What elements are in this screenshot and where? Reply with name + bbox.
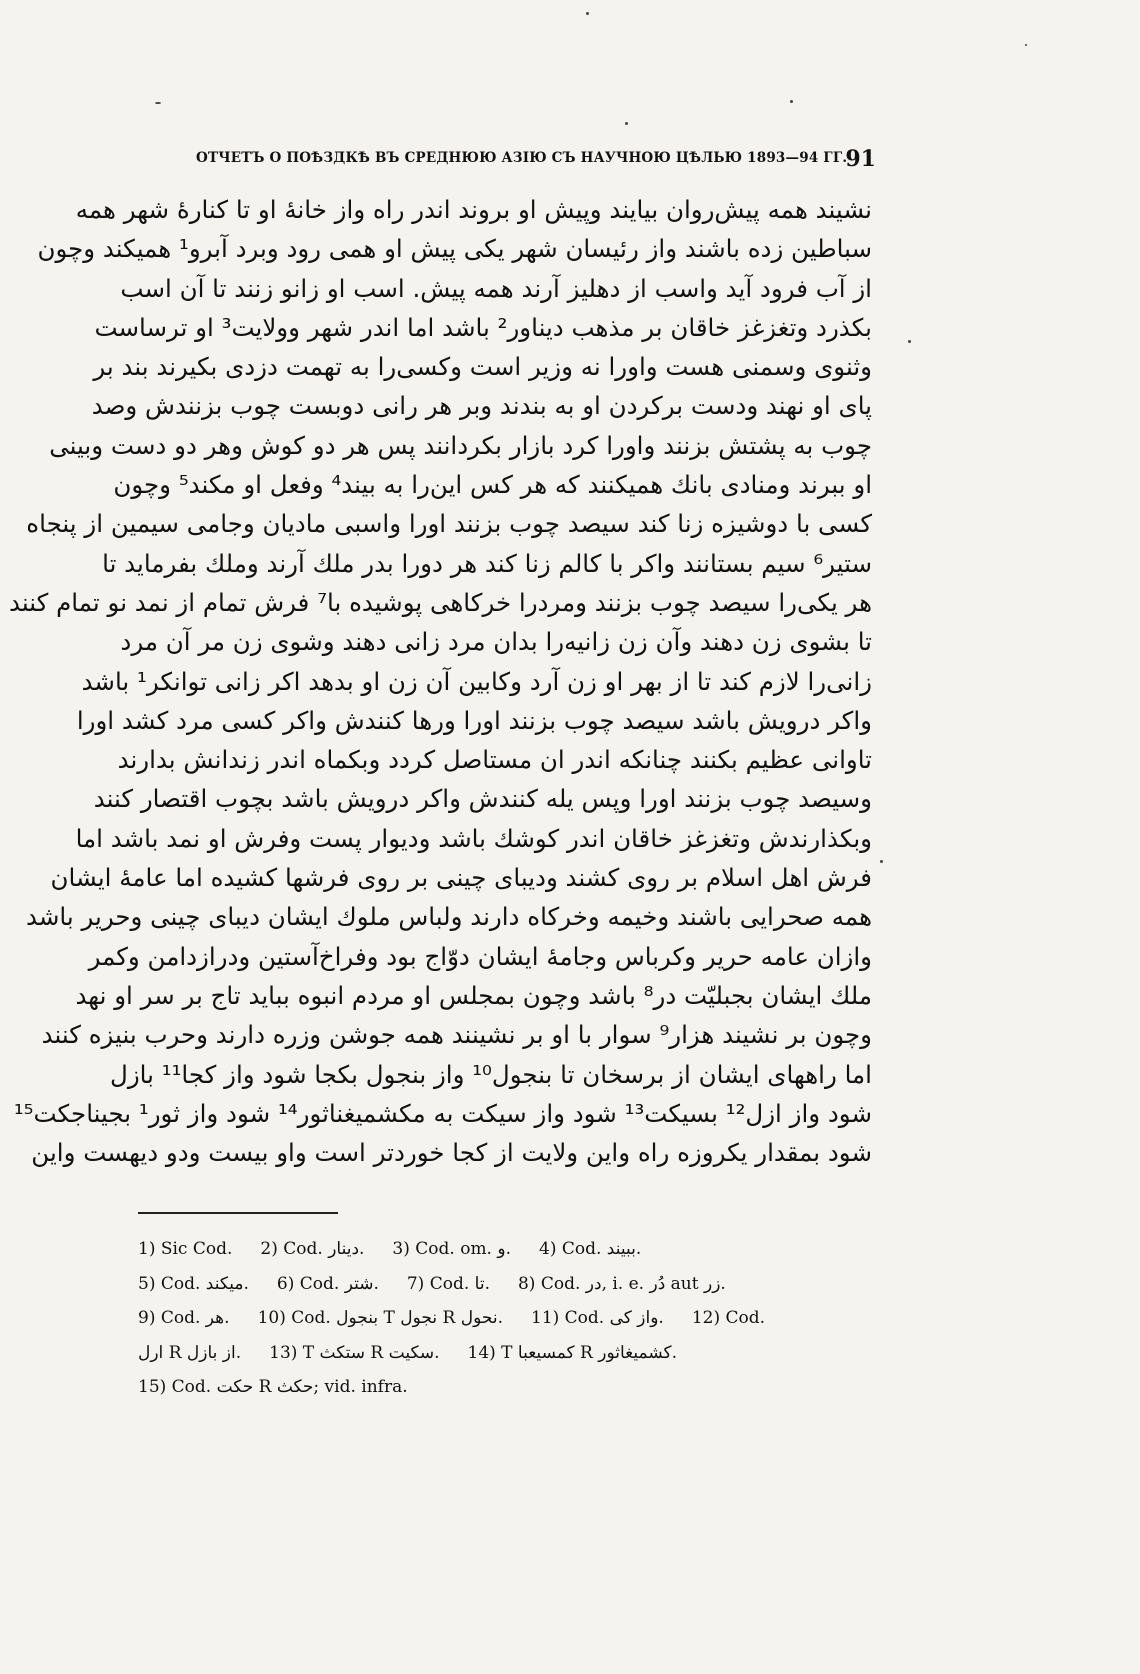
text-line: فرش اهل اسلام بر روی کشند ودیبای چینی بر روی فرشها کشیده اما عامهٔ ایشان bbox=[50, 863, 872, 893]
footnote: 10) Cod. بنجول T نجول R نحول. bbox=[257, 1308, 503, 1328]
footnote: 2) Cod. دینار. bbox=[260, 1239, 365, 1259]
text-line: شود واز ازل¹² بسیکت¹³ شود واز سیکت به مکشمیغناثور¹⁴ شود واز ثور¹ بجیناجکت¹⁵ bbox=[13, 1098, 872, 1128]
footnote: 11) Cod. واز کی. bbox=[531, 1308, 664, 1328]
scan-speck bbox=[155, 102, 161, 104]
scan-speck bbox=[790, 100, 793, 103]
text-line: وثنوی وسمنی هست واورا نه وزیر است وکسی‌را به تهمت دزدی بکیرند بند بر bbox=[93, 352, 872, 382]
text-line: پای او نهند ودست برکردن او به بندند وبر هر رانی دوبست چوب بزنندش وصد bbox=[91, 391, 872, 421]
footnote: 1) Sic Cod. bbox=[138, 1239, 233, 1259]
footnote-row bbox=[138, 1301, 878, 1336]
footnote: 6) Cod. شتر. bbox=[276, 1273, 379, 1294]
persian-body-text bbox=[9, 190, 872, 1172]
text-line: وچون بر نشیند هزار⁹ سوار با او بر نشینند همه جوشن وزره دارند وحرب بنیزه کنند bbox=[41, 1020, 872, 1050]
text-line: وسیصد چوب بزنند اورا وپس یله کنندش واکر درویش باشد بچوب اقتصار کنند bbox=[93, 784, 872, 814]
footnote: 9) Cod. هر. bbox=[138, 1308, 230, 1328]
footnote: 15) Cod. حکت R حکث; vid. infra. bbox=[138, 1377, 408, 1397]
page-number: 91 bbox=[845, 146, 876, 172]
scan-speck bbox=[880, 860, 883, 863]
footnote-divider bbox=[138, 1212, 338, 1214]
footnote-row bbox=[138, 1336, 878, 1371]
footnote-row bbox=[138, 1267, 878, 1302]
footnote-row bbox=[138, 1232, 878, 1267]
text-line: اما راههای ایشان از برسخان تا بنجول¹⁰ واز بنجول بکجا شود واز کجا¹¹ بازل bbox=[110, 1059, 872, 1089]
text-line: از آب فرود آید واسب از دهلیز آرند همه پیش. اسب او زانو زنند تا آن اسب bbox=[120, 273, 872, 303]
footnote: 3) Cod. om. و. bbox=[392, 1239, 511, 1259]
text-line: کسی با دوشیزه زنا کند سیصد چوب بزنند اورا واسبی مادیان وجامی سیمین از پنجاه bbox=[26, 509, 872, 539]
text-line: تا بشوی زن دهند وآن زن زانیه‌را بدان مرد زانی دهند وشوی زن مر آن مرد bbox=[120, 627, 872, 657]
scan-speck bbox=[625, 122, 628, 125]
footnote: ارل R از بازل. bbox=[138, 1342, 242, 1363]
text-line: تاوانی عظیم بکنند چنانکه اندر ان مستاصل کردد وبکماه اندر زندانش بدارند bbox=[117, 745, 872, 775]
text-line: هر یکی‌را سیصد چوب بزنند ومردرا خرکاهی پوشیده با⁷ فرش تمام از نمد نو تمام کنند bbox=[9, 587, 872, 617]
text-line: ملك ایشان بجبلیّت در⁸ باشد وچون بمجلس او مردم انبوه بباید تاج بر سر او نهد bbox=[75, 980, 872, 1010]
scan-speck bbox=[586, 12, 589, 15]
text-line: چوب به پشتش بزنند واورا کرد بازار بکردانند پس هر دو کوش وهر دو دست وبینی bbox=[49, 430, 872, 460]
text-line: زانی‌را لازم کند تا از بهر او زن آرد وکابین آن زن او بدهد اکر زانی توانکر¹ باشد bbox=[81, 666, 872, 696]
footnote: 5) Cod. میکند. bbox=[138, 1273, 249, 1294]
text-line: همه صحرایی باشند وخیمه وخرکاه دارند ولباس ملوك ایشان دیبای چینی وحریر باشد bbox=[26, 902, 872, 932]
footnotes bbox=[138, 1232, 878, 1405]
scan-speck bbox=[1025, 44, 1027, 46]
text-line: بکذرد وتغزغز خاقان بر مذهب دیناور² باشد اما اندر شهر وولایت³ او ترساست bbox=[94, 312, 872, 342]
footnote: 13) T ستکث R سکیت. bbox=[269, 1342, 440, 1363]
text-line: وازان عامه حریر وکرباس وجامهٔ ایشان دوّاج بود وفراخ‌آستین ودرازدامن وکمر bbox=[88, 941, 872, 971]
text-line: ستیر⁶ سیم بستانند واکر با کالم زنا کند هر دورا بدر ملك آرند وملك بفرماید تا bbox=[102, 548, 872, 578]
footnote: 14) T کمسیعبا R کشمیغاثور. bbox=[467, 1342, 677, 1363]
text-line: او ببرند ومنادی بانك همیکنند که هر کس این‌را به بیند⁴ وفعل او مکند⁵ وچون bbox=[113, 470, 872, 500]
text-line: سباطین زده باشند واز رئیسان شهر یکی پیش او همی رود وبرد آبرو¹ همیکند وچون bbox=[37, 234, 872, 264]
text-line: شود بمقدار یکروزه راه واین ولایت از کجا خوردتر است واو بیست ودو دیهست واین bbox=[31, 1138, 872, 1168]
text-line: وبکذارندش وتغزغز خاقان اندر کوشك باشد ودیوار پست وفرش او نمد باشد اما bbox=[75, 823, 872, 853]
text-line: واکر درویش باشد سیصد چوب بزنند اورا ورها کنندش واکر کسی مرد کشد اورا bbox=[76, 705, 872, 735]
footnote: 8) Cod. در, i. e. دُر aut زر. bbox=[517, 1273, 726, 1294]
text-line: نشیند همه پیش‌روان بیایند وپیش او بروند اندر راه واز خانهٔ او تا کنارهٔ شهر همه bbox=[75, 195, 872, 224]
running-header: ОТЧЕТЪ О ПОѢЗДКѢ ВЪ СРЕДНЮЮ АЗІЮ СЪ НАУЧНОЮ ЦѢЛЬЮ 1893—94 ГГ. bbox=[196, 150, 848, 166]
footnote: 4) Cod. ببیند. bbox=[539, 1239, 642, 1259]
footnote-row bbox=[138, 1370, 878, 1405]
scan-speck bbox=[908, 340, 911, 343]
footnote: 7) Cod. تا. bbox=[406, 1273, 490, 1294]
footnote: 12) Cod. bbox=[691, 1308, 766, 1328]
